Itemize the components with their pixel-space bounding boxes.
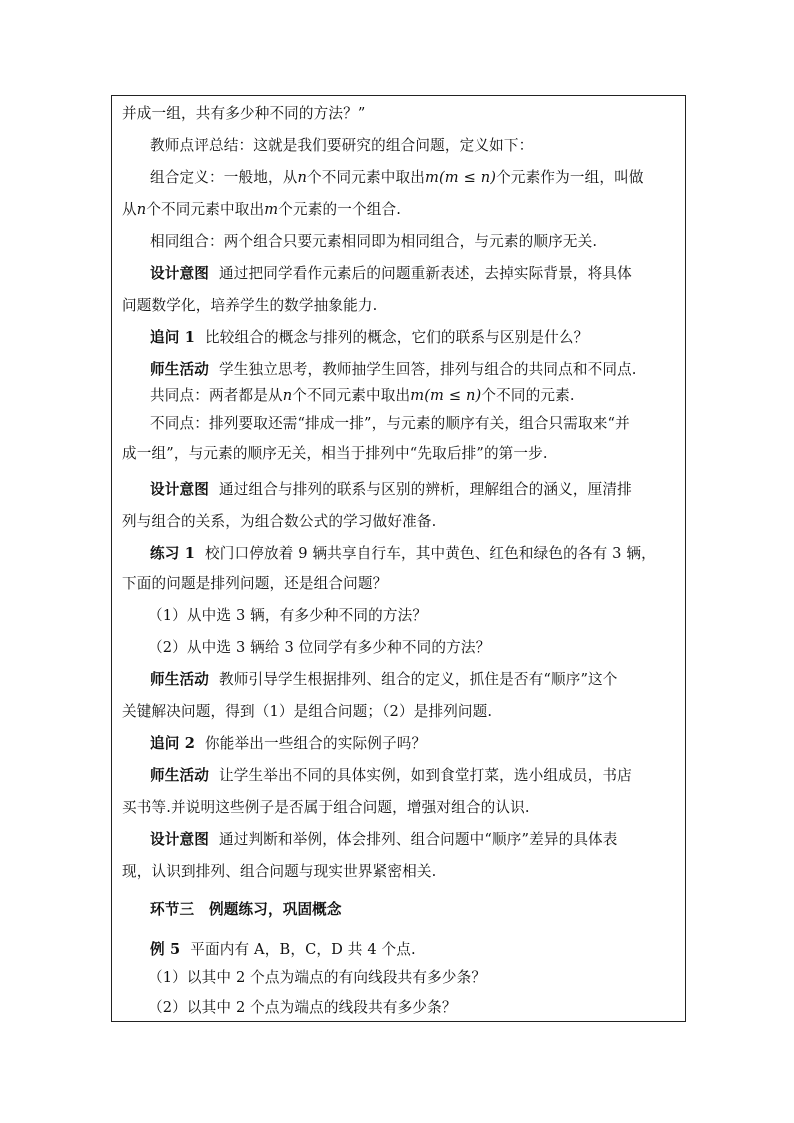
text-line <box>122 200 675 220</box>
follow-up-label: 追问 1 <box>150 329 196 346</box>
text-span: 个元素的一个组合. <box>278 201 402 218</box>
text-span: 买书等.并说明这些例子是否属于组合问题，增强对组合的认识. <box>122 799 530 816</box>
text-span: 不同点：排列要取还需“排成一排”，与元素的顺序有关，组合只需取来“并 <box>150 415 630 432</box>
lesson-table-cell <box>111 95 686 1022</box>
activity-label: 师生活动 <box>150 671 209 688</box>
math-m-le-n: m(m ≤ n) <box>410 387 482 404</box>
text-span: 学生独立思考，教师抽学生回答，排列与组合的共同点和不同点. <box>218 361 637 378</box>
text-span: 让学生举出不同的具体实例，如到食堂打菜，选小组成员，书店 <box>218 767 632 784</box>
activity-label: 师生活动 <box>150 767 209 784</box>
text-span: 关键解决问题，得到（1）是组合问题；（2）是排列问题. <box>122 703 493 720</box>
text-span: 个不同的元素. <box>481 387 575 404</box>
text-span: （2）从中选 3 辆给 3 位同学有多少种不同的方法？ <box>148 639 491 656</box>
text-line <box>122 638 675 658</box>
text-line <box>122 670 675 690</box>
text-line <box>122 606 675 626</box>
design-intent-label: 设计意图 <box>150 831 209 848</box>
text-line <box>122 264 675 284</box>
text-line <box>122 360 675 380</box>
text-line <box>122 998 675 1018</box>
example-label: 例 5 <box>150 941 181 958</box>
math-m-le-n: m(m ≤ n) <box>424 169 497 186</box>
text-span: 通过把同学看作元素后的问题重新表述，去掉实际背景，将具体 <box>218 265 632 282</box>
activity-label: 师生活动 <box>150 361 209 378</box>
text-span: 列与组合的关系，为组合数公式的学习做好准备. <box>122 513 437 530</box>
math-n: n <box>282 387 293 404</box>
math-n: n <box>136 201 147 218</box>
exercise-label: 练习 1 <box>150 545 196 562</box>
text-line <box>122 328 675 348</box>
text-span: 教师引导学生根据排列、组合的定义，抓住是否有“顺序”这个 <box>218 671 618 688</box>
text-line <box>122 574 675 594</box>
text-span: 共同点：两者都是从 <box>150 387 283 404</box>
text-span: 下面的问题是排列问题，还是组合问题？ <box>122 575 388 592</box>
design-intent-label: 设计意图 <box>150 265 209 282</box>
text-line <box>122 830 675 850</box>
text-span: 个不同元素中取出 <box>146 201 265 218</box>
text-line <box>122 798 675 818</box>
text-line <box>122 414 675 434</box>
text-line <box>122 480 675 500</box>
text-line <box>122 702 675 722</box>
text-span: 从 <box>122 201 137 218</box>
text-span: 并成一组，共有多少种不同的方法？” <box>122 105 366 122</box>
text-line <box>122 296 675 316</box>
text-line <box>122 968 675 988</box>
text-line <box>122 544 675 564</box>
combination-definition <box>122 168 675 188</box>
lesson-content <box>122 100 675 1021</box>
text-span: 平面内有 A，B，C，D 共 4 个点. <box>190 941 416 958</box>
text-span: 成一组”，与元素的顺序无关，相当于排列中“先取后排”的第一步. <box>122 445 548 462</box>
text-line <box>122 512 675 532</box>
text-span: 你能举出一些组合的实际例子吗？ <box>205 735 427 752</box>
text-span: 个元素作为一组，叫做 <box>496 169 644 186</box>
text-line <box>122 862 675 882</box>
text-line <box>122 232 675 252</box>
section-heading <box>122 900 675 920</box>
text-span: 问题数学化，培养学生的数学抽象能力. <box>122 297 378 314</box>
text-line <box>122 734 675 754</box>
text-span: 通过组合与排列的联系与区别的辨析，理解组合的涵义，厘清排 <box>218 481 632 498</box>
text-span: 个不同元素中取出 <box>292 387 411 404</box>
text-span: （2）以其中 2 个点为端点的线段共有多少条？ <box>148 999 457 1016</box>
follow-up-label: 追问 2 <box>150 735 196 752</box>
text-span: （1）以其中 2 个点为端点的有向线段共有多少条？ <box>148 969 487 986</box>
text-span: （1）从中选 3 辆，有多少种不同的方法？ <box>148 607 428 624</box>
text-span: 比较组合的概念与排列的概念，它们的联系与区别是什么？ <box>205 329 589 346</box>
text-span: 现，认识到排列、组合问题与现实世界紧密相关. <box>122 863 437 880</box>
text-line <box>122 104 675 124</box>
text-line <box>122 940 675 960</box>
text-span: 组合定义：一般地，从 <box>150 169 298 186</box>
text-span: 个不同元素中取出 <box>307 169 425 186</box>
math-m: m <box>264 201 279 218</box>
text-line <box>122 444 675 464</box>
text-span: 校门口停放着 9 辆共享自行车，其中黄色、红色和绿色的各有 3 辆， <box>205 545 656 562</box>
text-line <box>122 386 675 406</box>
design-intent-label: 设计意图 <box>150 481 209 498</box>
math-n: n <box>297 169 308 186</box>
text-span: 环节三 例题练习，巩固概念 <box>150 901 342 918</box>
text-line <box>122 136 675 156</box>
text-span: 通过判断和举例，体会排列、组合问题中“顺序”差异的具体表 <box>218 831 618 848</box>
text-span: 相同组合：两个组合只要元素相同即为相同组合，与元素的顺序无关. <box>150 233 598 250</box>
text-line <box>122 766 675 786</box>
text-span: 教师点评总结：这就是我们要研究的组合问题，定义如下： <box>150 137 534 154</box>
